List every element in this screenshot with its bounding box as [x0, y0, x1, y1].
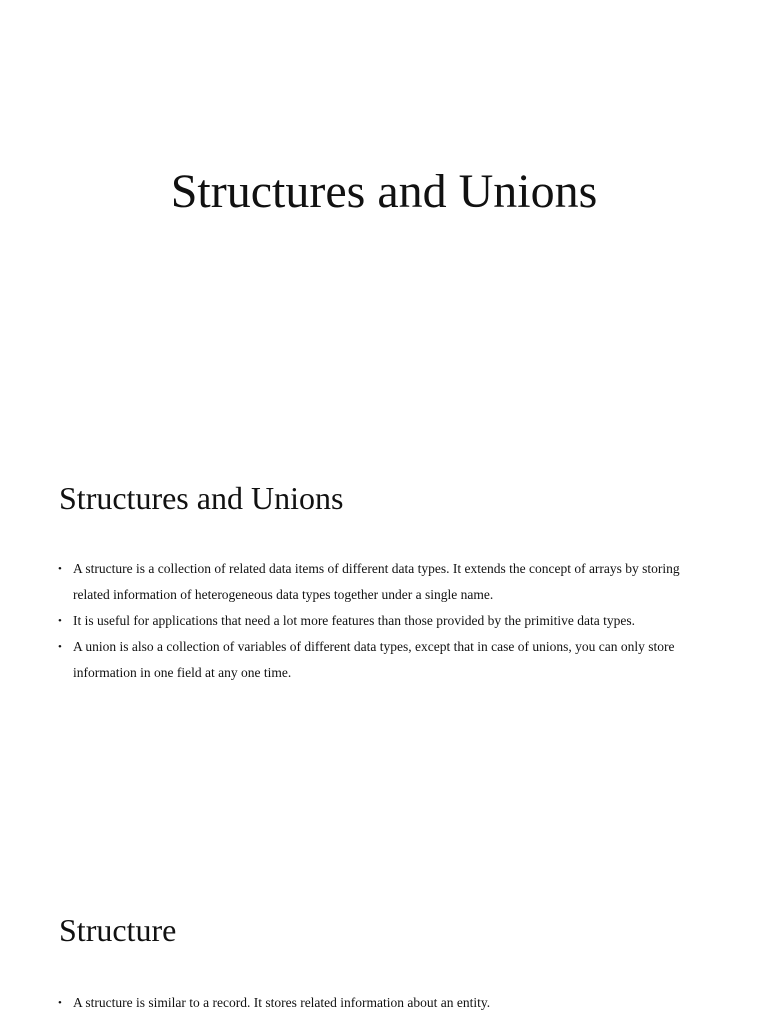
- bullet-text: A structure is a collection of related data items of different data types. It extends the concept of arrays by storing related information of heterogeneous data types together under a single name.: [73, 561, 680, 602]
- bullet-icon: •: [58, 641, 62, 653]
- bullet-list: [58, 556, 708, 686]
- list-item: [58, 608, 708, 634]
- bullet-text: It is useful for applications that need a lot more features than those provided by the primitive data types.: [73, 613, 635, 628]
- bullet-icon: •: [58, 997, 62, 1009]
- list-item: [58, 990, 708, 1016]
- bullet-icon: •: [58, 563, 62, 575]
- list-item: [58, 634, 708, 686]
- bullet-text: A structure is similar to a record. It stores related information about an entity.: [73, 995, 491, 1010]
- bullet-list: [58, 990, 708, 1016]
- content-slide-structure: [0, 860, 768, 1024]
- bullet-text: A union is also a collection of variables of different data types, except that in case of unions, you can only store information in one field at any one time.: [73, 639, 675, 680]
- section-heading: Structures and Unions: [59, 480, 344, 516]
- bullet-icon: •: [58, 615, 62, 627]
- list-item: [58, 556, 708, 608]
- slide-title: Structures and Unions: [170, 165, 598, 218]
- content-slide-structures-and-unions: [0, 430, 768, 860]
- title-slide: [0, 0, 768, 430]
- section-heading: Structure: [59, 912, 177, 948]
